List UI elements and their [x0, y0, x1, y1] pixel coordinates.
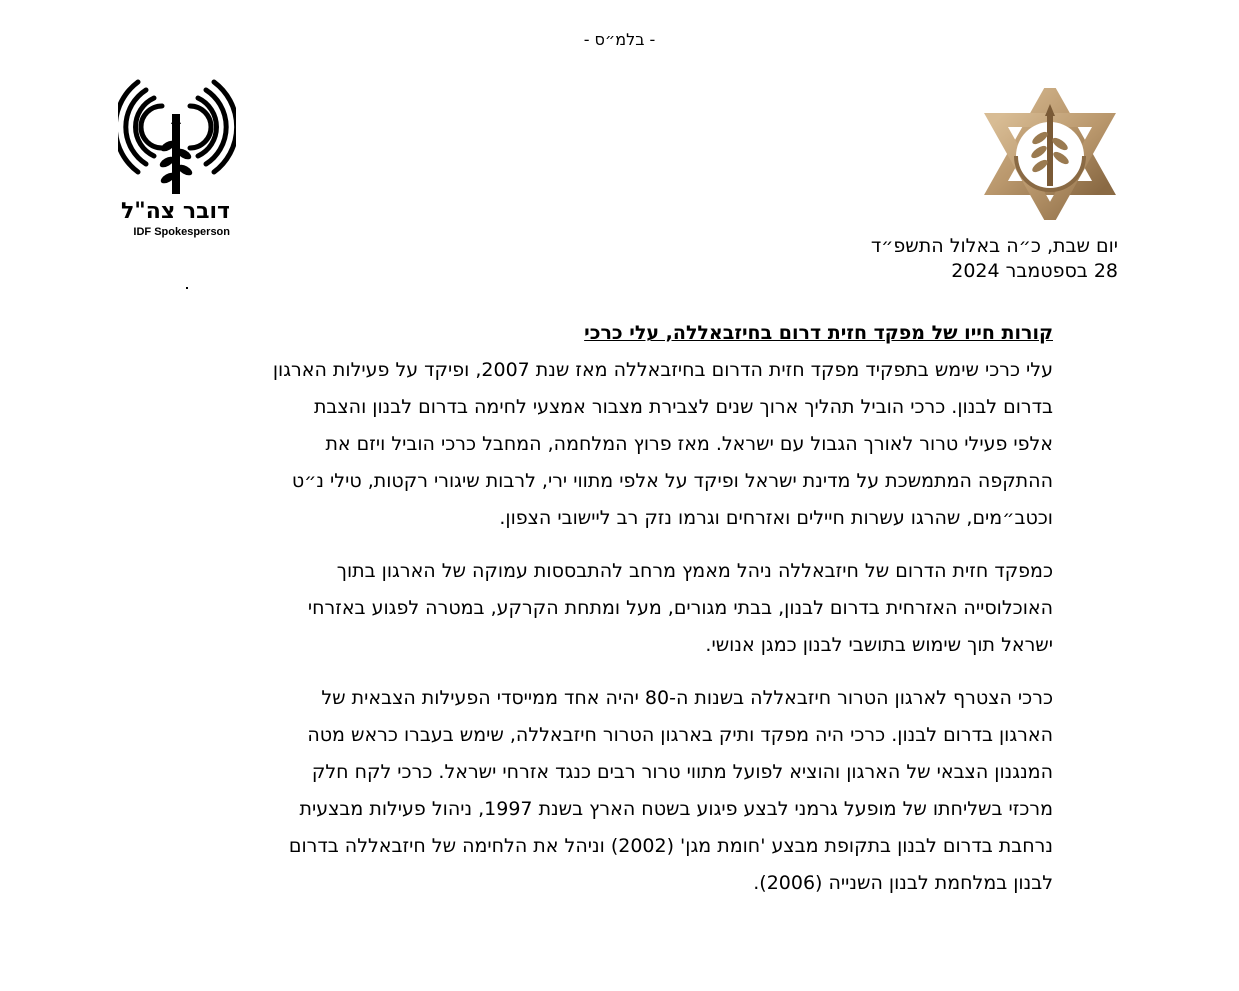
- paragraph-line: ההתקפה המתמשכת על מדינת ישראל ופיקד על אלפי מתווי ירי, לרבות שיגורי רקטות, טילי נ״ט: [291, 470, 1053, 492]
- paragraph-line: נרחבת בדרום לבנון בתקופת מבצע 'חומת מגן' (2002) וניהל את הלחימה של חיזבאללה בדרום: [288, 835, 1053, 857]
- paragraph-2: [183, 553, 1053, 664]
- paragraph-3: [183, 680, 1053, 902]
- paragraph-1: [183, 352, 1053, 537]
- paragraph-line: ישראל תוך שימוש בתושבי לבנון כמגן אנושי.: [705, 634, 1053, 656]
- paragraph-line: מרכזי בשליחתו של מופעל גרמני לבצע פיגוע בשטח הארץ בשנת 1997, ניהול פעילות מבצעית: [299, 798, 1053, 820]
- stray-dot: [186, 287, 188, 289]
- idf-emblem: [980, 88, 1120, 220]
- spokesperson-english-title: IDF Spokesperson: [133, 226, 230, 238]
- paragraph-line: עלי כרכי שימש בתפקיד מפקד חזית הדרום בחיזבאללה מאז שנת 2007, ופיקד על פעילות הארגון: [272, 359, 1053, 381]
- paragraph-line: לבנון במלחמת לבנון השנייה (2006).: [753, 872, 1053, 894]
- date-block: [871, 234, 1118, 284]
- paragraph-line: אלפי פעילי טרור לאורך הגבול עם ישראל. מאז פרוץ המלחמה, המחבל כרכי הוביל ויזם את: [325, 433, 1053, 455]
- headline: קורות חייו של מפקד חזית דרום בחיזבאללה, עלי כרכי: [584, 322, 1053, 344]
- paragraph-line: הארגון בדרום לבנון. כרכי היה מפקד ותיק בארגון הטרור חיזבאללה, שימש בעברו כראש מטה: [307, 724, 1053, 746]
- paragraph-line: כרכי הצטרף לארגון הטרור חיזבאללה בשנות ה-80 יהיה אחד ממייסדי הפעילות הצבאית של: [321, 687, 1053, 709]
- paragraph-line: המנגנון הצבאי של הארגון והוציא לפועל מתווי טרור רבים כנגד אזרחי ישראל. כרכי לקח חלק: [311, 761, 1053, 783]
- spokesperson-hebrew-title: דובר צה"ל: [120, 199, 230, 224]
- star-of-david-sword-olive-icon: [980, 88, 1120, 220]
- paragraph-line: בדרום לבנון. כרכי הוביל תהליך ארוך שנים לצבירת מצבור אמצעי לחימה בדרום לבנון והצבת: [313, 396, 1053, 418]
- spokesperson-logo: [118, 76, 236, 246]
- date-hebrew: יום שבת, כ״ה באלול התשפ״ד: [870, 235, 1118, 257]
- classification-marking: - בלמ״ס -: [583, 30, 656, 49]
- paragraph-line: וכטב״מים, שהרגו עשרות חיילים ואזרחים וגרמו נזק רב ליישובי הצפון.: [499, 507, 1053, 529]
- paragraph-line: כמפקד חזית הדרום של חיזבאללה ניהל מאמץ מרחב להתבססות עמוקה של הארגון בתוך: [336, 560, 1053, 582]
- paragraph-line: האוכלוסייה האזרחית בדרום לבנון, בבתי מגורים, מעל ומתחת הקרקע, במטרה לפגוע באזרחי: [307, 597, 1053, 619]
- date-gregorian: 28 בספטמבר 2024: [951, 260, 1118, 282]
- radio-tower-icon: [118, 76, 236, 198]
